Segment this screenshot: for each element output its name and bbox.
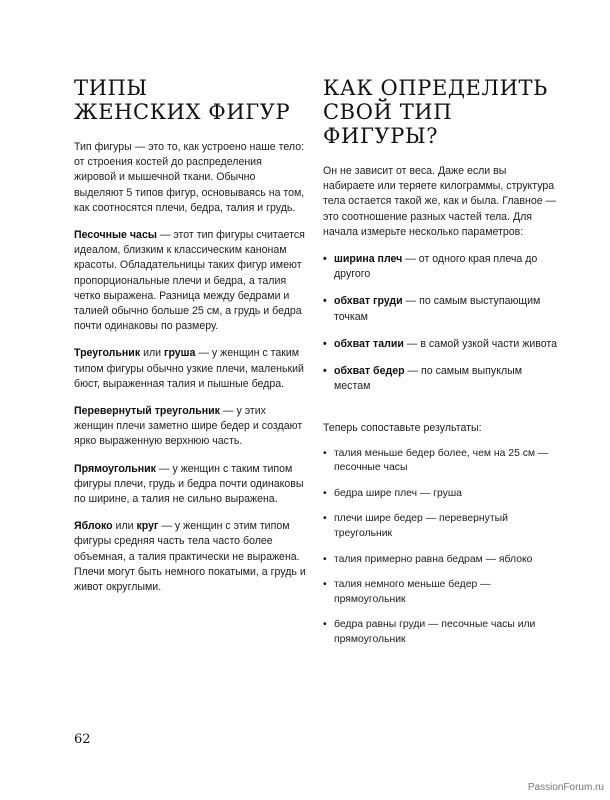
left-column (74, 76, 306, 607)
list-item (323, 337, 559, 352)
type-description: — у женщин с таким типом фигуры плечи, грудь и бедра почти одинаковы по ширине, а талия не сильно выражена. (74, 462, 304, 506)
type-name-alt: круг (136, 520, 159, 533)
type-name: Прямоугольник (74, 462, 156, 475)
type-description: — этот тип фигуры считается идеалом, близким к классическим канонам красоты. Обладательницы таких фигур имеют пропорциональные плечи и бедра, а талия четко выражена. Разница между бедрами и талией обычно больше 25 см, а грудь и бедра почти одинаковы по размеру. (74, 229, 305, 333)
right-heading-line1: КАК ОПРЕДЕЛИТЬ (323, 76, 548, 100)
type-name: Перевернутый треугольник (74, 405, 220, 418)
list-item (323, 294, 559, 324)
type-paragraph-hourglass (74, 228, 306, 334)
right-intro: Он не зависит от веса. Даже если вы набираете или теряете килограммы, структура тела остается такой же, как и была. Главное — это соотношение разных частей тела. Для начала измерьте несколько параметров: (323, 165, 557, 238)
measurement-list (323, 252, 559, 394)
type-paragraph-inverted-triangle (74, 404, 306, 450)
param-name: обхват бедер (334, 365, 405, 378)
page-number: 62 (74, 732, 91, 747)
type-name: Треугольник (74, 347, 141, 360)
list-item: • талия примерно равна бедрам — яблоко (323, 553, 559, 568)
watermark: PassionForum.ru (527, 782, 604, 793)
left-heading (74, 76, 306, 124)
right-column (323, 76, 559, 659)
type-description: — у этих женщин плечи заметно шире бедер и создают ярко выраженную верхнюю часть. (74, 405, 303, 448)
type-description: — у женщин с этим типом фигуры средняя часть тела часто более объемная, а талия практически не выражена. Плечи могут быть немного покатыми, а грудь и живот округлыми. (74, 520, 306, 594)
left-heading-line1: ТИПЫ (74, 76, 148, 100)
param-description: — в самой узкой части живота (403, 337, 558, 350)
type-connector: или (112, 520, 137, 533)
param-description: — по самым выпуклым местам (334, 365, 523, 393)
param-name: ширина плеч (334, 253, 403, 266)
list-item: • бедра равны груди — песочные часы или прямоугольник (323, 618, 559, 647)
results-list (323, 447, 559, 648)
param-name: обхват груди (334, 295, 403, 308)
list-item: • талия меньше бедер более, чем на 25 см — песочные часы (323, 447, 559, 476)
type-paragraph-triangle (74, 346, 306, 392)
type-paragraph-apple (74, 519, 306, 595)
right-heading (323, 76, 559, 148)
param-name: обхват талии (334, 337, 404, 350)
list-item: • плечи шире бедер — перевернутый треугольник (323, 512, 559, 541)
type-name: Яблоко (74, 520, 113, 533)
type-name-alt: груша (164, 347, 196, 360)
type-paragraph-rectangle (74, 462, 306, 508)
left-intro: Тип фигуры — это то, как устроено наше тело: от строения костей до распределения жировой и мышечной ткани. Обычно выделяют 5 типов фигур, основываясь на том, как соотносятся плечи, бедра, талия и грудь. (74, 141, 305, 214)
type-description: — у женщин с таким типом фигуры обычно узкие плечи, маленький бюст, выраженная талия и пышные бедра. (74, 347, 304, 390)
list-item (323, 364, 559, 394)
right-heading-line2: СВОЙ ТИП ФИГУРЫ? (323, 100, 453, 148)
compare-title: Теперь сопоставьте результаты: (323, 422, 482, 435)
type-connector: или (140, 347, 165, 360)
type-name: Песочные часы (74, 229, 157, 242)
param-description: — от одного края плеча до другого (334, 253, 538, 281)
left-heading-line2: ЖЕНСКИХ ФИГУР (74, 100, 291, 124)
list-item: • талия немного меньше бедер — прямоугольник (323, 578, 559, 607)
param-description: — по самым выступающим точкам (334, 295, 541, 323)
list-item (323, 252, 559, 282)
list-item: • бедра шире плеч — груша (323, 487, 559, 502)
